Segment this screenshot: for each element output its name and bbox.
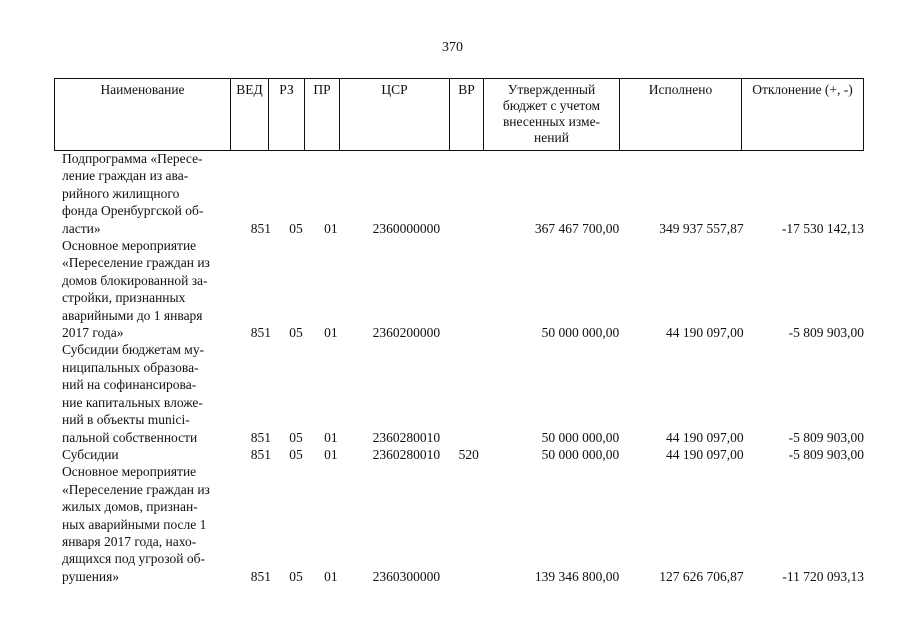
row-rz: 05 (289, 325, 303, 341)
row-budget: 50 000 000,00 (541, 446, 620, 462)
row-name: Субсидии (62, 446, 119, 462)
row-done: 44 190 097,00 (665, 446, 744, 462)
row-rz: 05 (289, 568, 303, 584)
table-row (54, 341, 864, 445)
row-deviation: -5 809 903,00 (788, 325, 864, 341)
row-ved: 851 (250, 429, 271, 445)
row-csr: 2360280010 (372, 446, 441, 462)
row-pr: 01 (324, 568, 338, 584)
row-csr: 2360200000 (372, 325, 441, 341)
row-deviation: -5 809 903,00 (788, 446, 864, 462)
table-row (54, 446, 864, 463)
row-name: Подпрограмма «Пересе- ление граждан из ава- рийного жилищного фонда Оренбургской об- ласти» (62, 151, 204, 236)
row-csr: 2360300000 (372, 568, 441, 584)
header-deviation: Отклонение (+, -) (742, 79, 864, 151)
row-vr: 520 (458, 446, 479, 462)
row-csr: 2360000000 (372, 220, 441, 236)
row-done: 44 190 097,00 (665, 325, 744, 341)
row-name: Основное мероприятие «Переселение граждан из домов блокированной за- стройки, признанных аварийными до 1 января 2017 года» (62, 238, 210, 341)
row-deviation: -11 720 093,13 (782, 568, 864, 584)
page-number: 370 (442, 40, 463, 55)
row-name: Субсидии бюджетам му- ниципальных образова- ний на софинансирова- ние капитальных вложе- ний в объекты munici- пальной собственности (62, 342, 205, 445)
row-name: Основное мероприятие «Переселение граждан из жилых домов, признан- ных аварийными после 1 января 2017 года, нахо- дящихся под угрозой об- рушения» (62, 464, 210, 584)
row-rz: 05 (289, 446, 303, 462)
header-csr: ЦСР (340, 79, 450, 151)
row-pr: 01 (324, 429, 338, 445)
header-vr: ВР (450, 79, 484, 151)
row-done: 44 190 097,00 (665, 429, 744, 445)
row-budget: 50 000 000,00 (541, 325, 620, 341)
row-done: 349 937 557,87 (659, 220, 744, 236)
header-pr: ПР (305, 79, 340, 151)
table-row (54, 150, 864, 237)
header-rz: РЗ (269, 79, 305, 151)
row-ved: 851 (250, 568, 271, 584)
table-body (54, 150, 864, 585)
row-deviation: -5 809 903,00 (788, 429, 864, 445)
row-ved: 851 (250, 446, 271, 462)
row-pr: 01 (324, 446, 338, 462)
row-pr: 01 (324, 220, 338, 236)
row-rz: 05 (289, 220, 303, 236)
row-budget: 367 467 700,00 (534, 220, 620, 236)
row-budget: 139 346 800,00 (534, 568, 620, 584)
row-ved: 851 (250, 220, 271, 236)
row-rz: 05 (289, 429, 303, 445)
header-done: Исполнено (620, 79, 742, 151)
table-row (54, 237, 864, 341)
row-ved: 851 (250, 325, 271, 341)
row-budget: 50 000 000,00 (541, 429, 620, 445)
row-csr: 2360280010 (372, 429, 441, 445)
header-budget: Утвержденный бюджет с учетом внесенных изме-нений (484, 79, 620, 151)
row-deviation: -17 530 142,13 (781, 220, 864, 236)
header-name: Наименование (55, 79, 231, 151)
row-done: 127 626 706,87 (659, 568, 744, 584)
table-header (54, 78, 864, 151)
table-row (54, 463, 864, 585)
row-pr: 01 (324, 325, 338, 341)
header-ved: ВЕД (231, 79, 269, 151)
